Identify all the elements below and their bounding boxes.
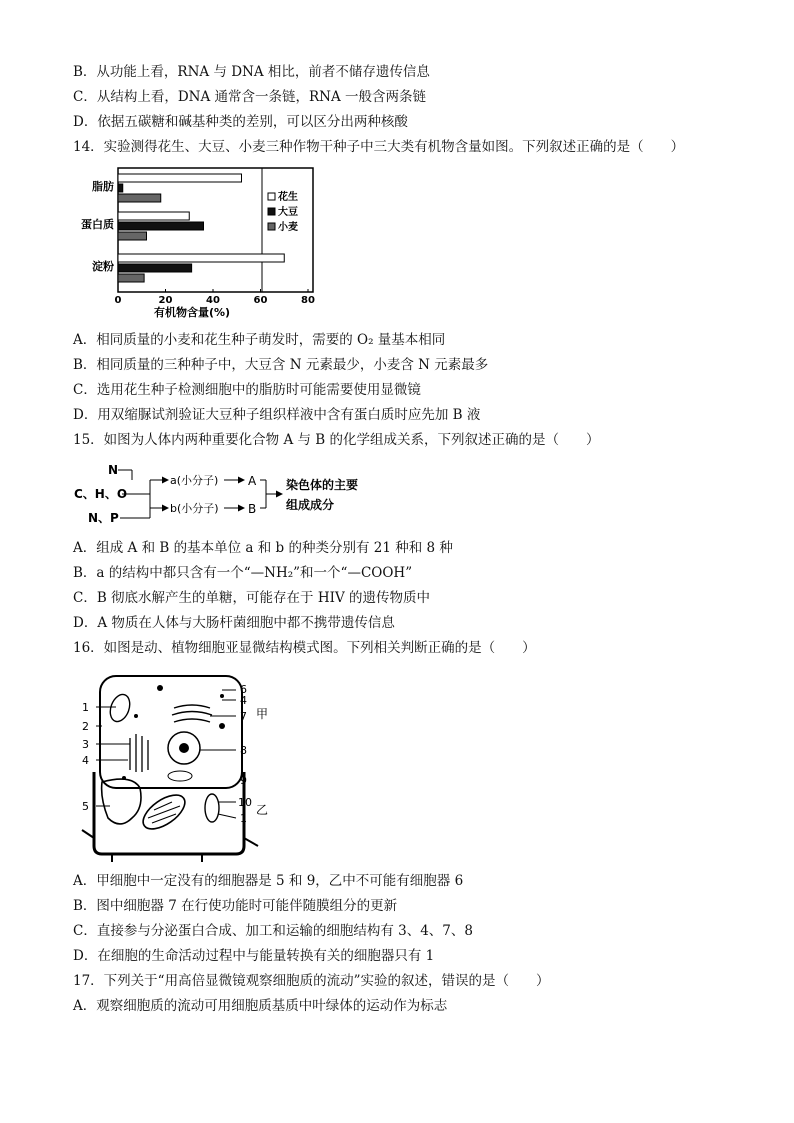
q15-stem: 15．如图为人体内两种重要化合物 A 与 B 的化学组成关系，下列叙述正确的是（ ） <box>73 432 600 448</box>
right-label-7: 7 <box>240 710 247 723</box>
x-axis-label: 有机物含量(%) <box>153 306 231 319</box>
plant-cell-wall <box>94 772 244 854</box>
mitochondrion <box>107 692 133 724</box>
right-label-8: 8 <box>240 744 247 757</box>
category-label: 脂肪 <box>92 180 114 193</box>
monomer-b: b(小分子) <box>170 502 219 515</box>
category-label: 淀粉 <box>92 260 114 273</box>
bar-花生-淀粉 <box>118 254 284 262</box>
x-tick-label: 80 <box>301 295 315 306</box>
bar-小麦-淀粉 <box>118 274 144 282</box>
x-tick-label: 0 <box>114 295 122 306</box>
element-cho: C、H、O <box>74 487 128 501</box>
animal-cell <box>100 676 242 788</box>
q15-composition-diagram <box>72 458 372 528</box>
right-label-10: 10 <box>238 796 252 809</box>
q14-bar-chart <box>70 160 330 320</box>
right-label-6: 6 <box>240 683 247 696</box>
right-label-4: 4 <box>240 694 247 707</box>
legend-swatch <box>268 208 275 215</box>
left-label-2: 2 <box>82 720 89 733</box>
q16-option-d: D．在细胞的生命活动过程中与能量转换有关的细胞器只有 1 <box>73 948 435 964</box>
result-line1: 染色体的主要 <box>286 478 359 492</box>
category-label: 蛋白质 <box>81 218 114 231</box>
q15-option-c: C．B 彻底水解产生的单糖，可能存在于 HIV 的遗传物质中 <box>73 590 430 606</box>
q14-stem: 14．实验测得花生、大豆、小麦三种作物干种子中三大类有机物含量如图。下列叙述正确的是（ ） <box>73 139 685 155</box>
bar-大豆-蛋白质 <box>118 222 204 230</box>
element-n: N <box>108 463 119 477</box>
legend-swatch <box>268 223 275 230</box>
q13-option-d: D．依据五碳糖和碱基种类的差别，可以区分出两种核酸 <box>73 114 408 130</box>
bar-花生-脂肪 <box>118 174 242 182</box>
x-tick-label: 40 <box>206 295 220 306</box>
q14-option-d: D．用双缩脲试剂验证大豆种子组织样液中含有蛋白质时应先加 B 液 <box>73 407 481 423</box>
compound-a: A <box>248 474 257 488</box>
compound-b: B <box>248 502 257 516</box>
q13-option-c: C．从结构上看，DNA 通常含一条链，RNA 一般含两条链 <box>73 89 427 105</box>
left-label-1: 1 <box>82 701 89 714</box>
right-label-9: 9 <box>240 774 247 787</box>
element-np: N、P <box>88 511 119 525</box>
legend-label: 花生 <box>278 192 298 203</box>
q16-cell-diagram <box>72 668 282 863</box>
q17-stem: 17．下列关于“用高倍显微镜观察细胞质的流动”实验的叙述，错误的是（ ） <box>73 973 550 989</box>
x-tick-label: 20 <box>158 295 173 306</box>
bar-大豆-脂肪 <box>118 184 123 192</box>
q17-option-a: A．观察细胞质的流动可用细胞质基质中叶绿体的运动作为标志 <box>73 998 448 1014</box>
right-label-1: 1 <box>240 812 247 825</box>
bar-花生-蛋白质 <box>118 212 189 220</box>
legend-label: 大豆 <box>278 207 298 218</box>
left-label-4: 4 <box>82 754 89 767</box>
legend-label: 小麦 <box>278 222 298 233</box>
left-label-5: 5 <box>82 800 89 813</box>
bar-小麦-脂肪 <box>118 194 161 202</box>
cell-a-label: 甲 <box>256 707 269 721</box>
left-label-3: 3 <box>82 738 89 751</box>
q14-option-b: B．相同质量的三种种子中，大豆含 N 元素最少，小麦含 N 元素最多 <box>73 357 489 373</box>
q16-option-c: C．直接参与分泌蛋白合成、加工和运输的细胞结构有 3、4、7、8 <box>73 923 473 939</box>
q14-option-c: C．选用花生种子检测细胞中的脂肪时可能需要使用显微镜 <box>73 382 421 398</box>
x-tick-label: 60 <box>253 295 268 306</box>
legend-swatch <box>268 193 275 200</box>
q15-option-b: B．a 的结构中都只含有一个“—NH₂”和一个“—COOH” <box>73 565 413 581</box>
cell-b-label: 乙 <box>256 803 269 817</box>
q14-option-a: A．相同质量的小麦和花生种子萌发时，需要的 O₂ 量基本相同 <box>73 332 446 348</box>
golgi-apparatus <box>172 705 212 722</box>
monomer-a: a(小分子) <box>170 474 219 487</box>
q15-option-a: A．组成 A 和 B 的基本单位 a 和 b 的种类分别有 21 种和 8 种 <box>73 540 453 556</box>
q16-option-b: B．图中细胞器 7 在行使功能时可能伴随膜组分的更新 <box>73 898 398 914</box>
q13-option-b: B．从功能上看，RNA 与 DNA 相比，前者不储存遗传信息 <box>73 64 430 80</box>
bar-大豆-淀粉 <box>118 264 192 272</box>
endoplasmic-reticulum <box>130 734 148 772</box>
result-line2: 组成成分 <box>286 498 335 512</box>
q16-option-a: A．甲细胞中一定没有的细胞器是 5 和 9，乙中不可能有细胞器 6 <box>73 873 464 889</box>
bar-小麦-蛋白质 <box>118 232 147 240</box>
q15-option-d: D．A 物质在人体与大肠杆菌细胞中都不携带遗传信息 <box>73 615 395 631</box>
q16-stem: 16．如图是动、植物细胞亚显微结构模式图。下列相关判断正确的是（ ） <box>73 640 536 656</box>
